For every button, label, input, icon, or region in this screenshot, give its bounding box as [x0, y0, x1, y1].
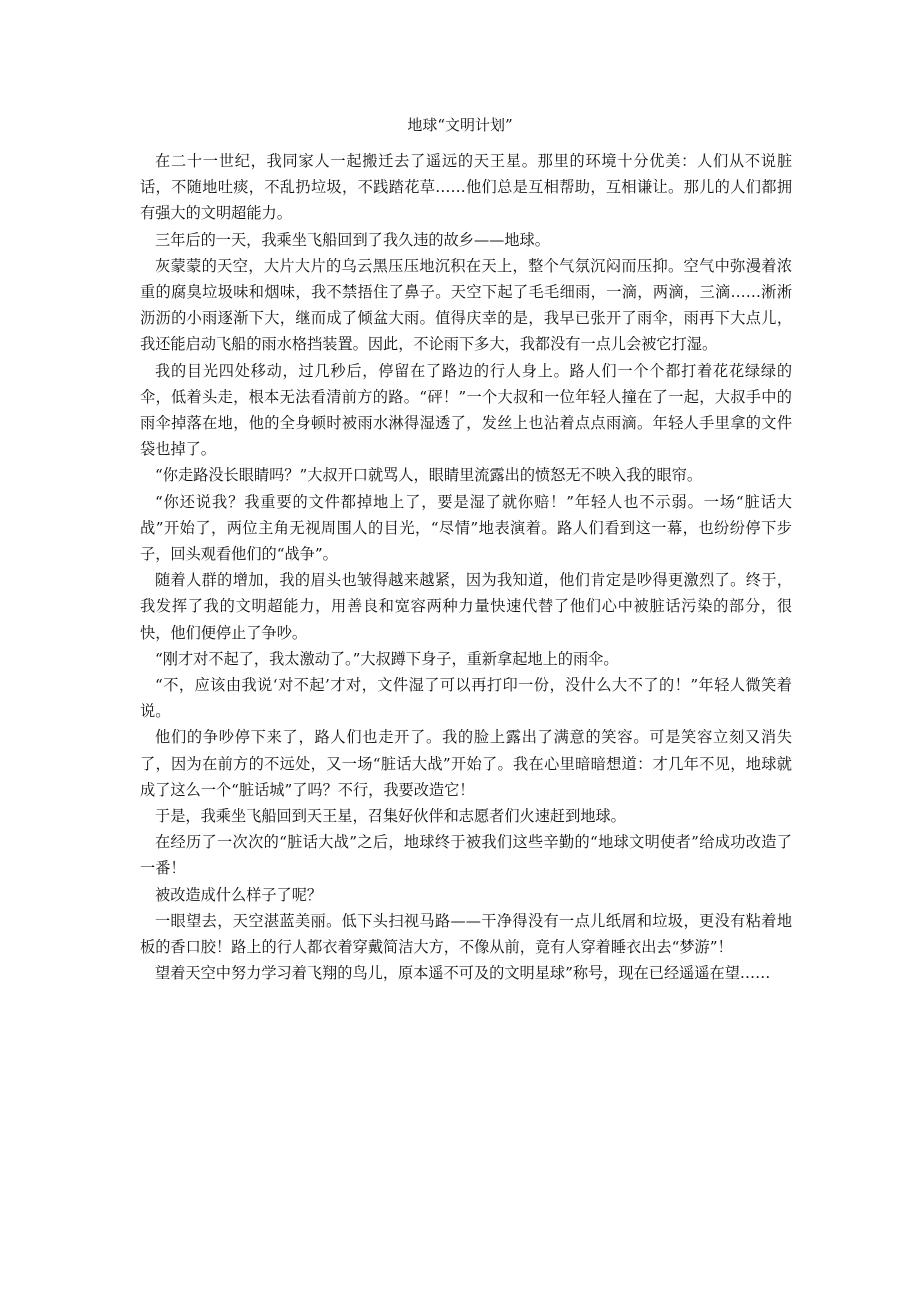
paragraph-1: 在二十一世纪，我同家人一起搬迁去了遥远的天王星。那里的环境十分优美：人们从不说脏话，不随地吐痰，不乱扔垃圾，不践踏花草……他们总是互相帮助，互相谦让。那儿的人们都拥有强大的文明超能力。: [140, 152, 792, 223]
paragraph-7: 随着人群的增加，我的眉头也皱得越来越紧，因为我知道，他们肯定是吵得更激烈了。终于，我发挥了我的文明超能力，用善良和宽容两种力量快速代替了他们心中被脏话污染的部分，很快，他们便停止了争吵。: [140, 571, 792, 642]
paragraph-3: 灰蒙蒙的天空，大片大片的乌云黑压压地沉积在天上，整个气氛沉闷而压抑。空气中弥漫着浓重的腐臭垃圾味和烟味，我不禁捂住了鼻子。天空下起了毛毛细雨，一滴，两滴，三滴……淅淅沥沥的小雨逐渐下大，继而成了倾盆大雨。值得庆幸的是，我早已张开了雨伞，雨再下大点儿，我还能启动飞船的雨水格挡装置。因此，不论雨下多大，我都没有一点儿会被它打湿。: [140, 256, 792, 354]
paragraph-11: 于是，我乘坐飞船回到天王星，召集好伙伴和志愿者们火速赶到地球。: [155, 807, 626, 826]
paragraph-2: 三年后的一天，我乘坐飞船回到了我久违的故乡——地球。: [155, 230, 550, 249]
paragraph-15: 望着天空中努力学习着飞翔的鸟儿，原本遥不可及的文明星球”称号，现在已经遥遥在望……: [155, 964, 771, 983]
paragraph-4: 我的目光四处移动，过几秒后，停留在了路边的行人身上。路人们一个个都打着花花绿绿的伞，低着头走，根本无法看清前方的路。“砰！”一个大叔和一位年轻人撞在了一起，大叔手中的雨伞掉落在地，他的全身顿时被雨水淋得湿透了，发丝上也沾着点点雨滴。年轻人手里拿的文件袋也掉了。: [140, 361, 792, 459]
document-title: 地球“文明计划”: [407, 116, 513, 134]
paragraph-9: “不，应该由我说‘对不起’才对，文件湿了可以再打印一份，没什么大不了的！”年轻人微笑着说。: [140, 676, 792, 721]
paragraph-10: 他们的争吵停下来了，路人们也走开了。我的脸上露出了满意的笑容。可是笑容立刻又消失了，因为在前方的不远处，又一场“脏话大战”开始了。我在心里暗暗想道：才几年不见，地球就成了这么一个“脏话城”了吗？不行，我要改造它！: [140, 728, 792, 799]
paragraph-8: “刚才对不起了，我太激动了。”大叔蹲下身子，重新拿起地上的雨伞。: [155, 649, 619, 668]
paragraph-5: “你走路没长眼睛吗？”大叔开口就骂人，眼睛里流露出的愤怒无不映入我的眼帘。: [155, 466, 703, 485]
paragraph-12: 在经历了一次次的“脏话大战”之后，地球终于被我们这些辛勤的“地球文明使者”给成功改造了一番！: [140, 833, 792, 878]
paragraph-13: 被改造成什么样子了呢？: [155, 885, 323, 904]
paragraph-6: “你还说我？我重要的文件都掉地上了，要是湿了就你赔！”年轻人也不示弱。一场“脏话大战”开始了，两位主角无视周围人的目光，“尽情”地表演着。路人们看到这一幕，也纷纷停下步子，回头观看他们的“战争”。: [140, 492, 792, 564]
paragraph-14: 一眼望去，天空湛蓝美丽。低下头扫视马路——干净得没有一点儿纸屑和垃圾，更没有粘着地板的香口胶！路上的行人都衣着穿戴简洁大方，不像从前，竟有人穿着睡衣出去“梦游”！: [140, 911, 792, 957]
document-body: [140, 148, 792, 987]
